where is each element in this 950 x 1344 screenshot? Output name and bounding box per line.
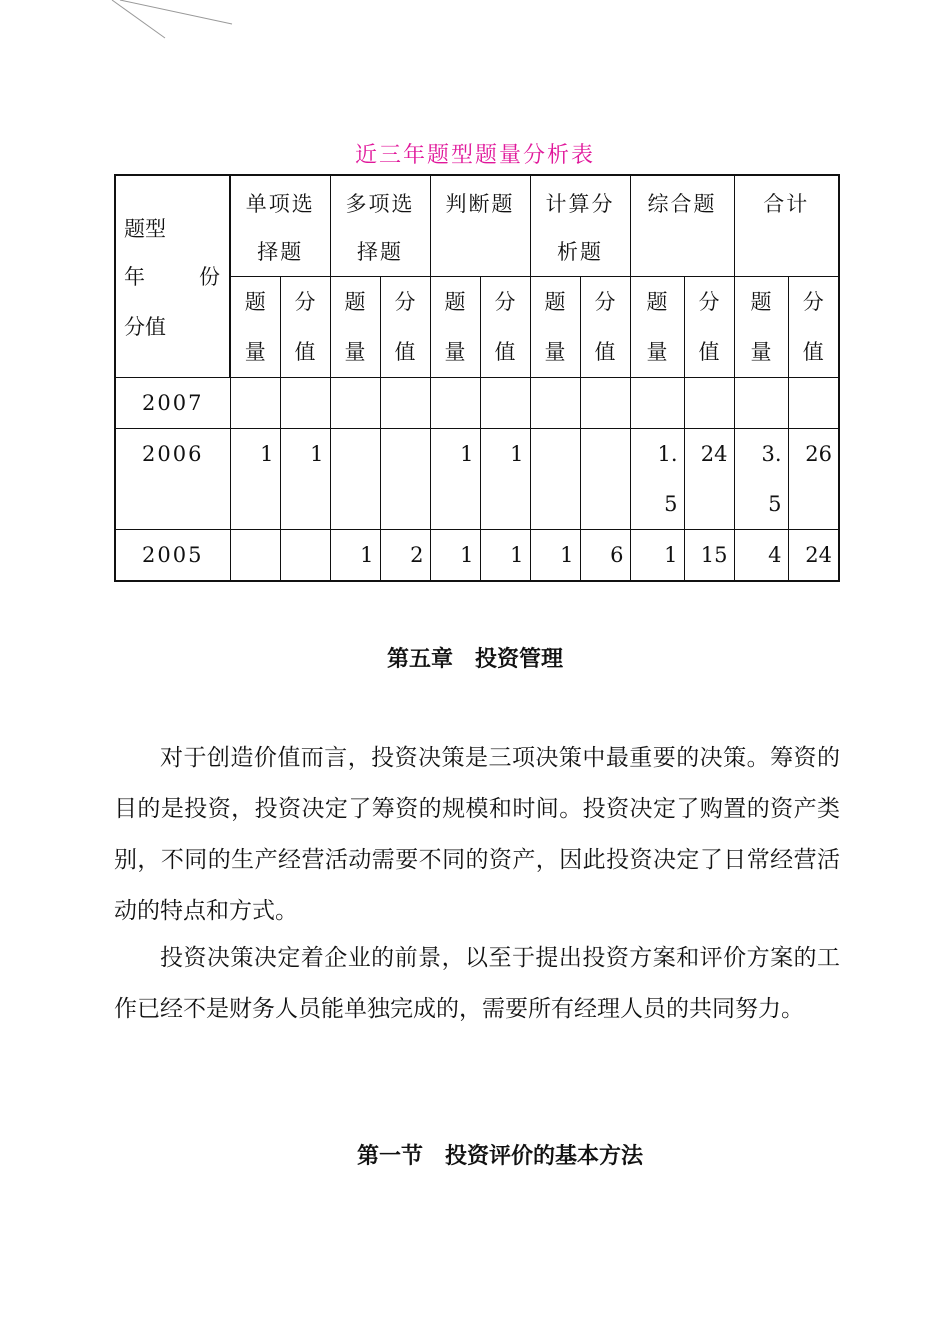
sub-header-qty: 题 量 [330, 277, 380, 378]
value-cell [280, 530, 330, 582]
value-cell: 2 [380, 530, 430, 582]
value-cell [330, 378, 380, 429]
value-cell: 3. 5 [734, 429, 788, 530]
value-cell: 1. 5 [630, 429, 684, 530]
corner-score-label: 分值 [124, 315, 166, 339]
category-header: 多项选 择题 [330, 175, 430, 277]
table-row [115, 429, 839, 530]
value-cell: 1 [280, 429, 330, 530]
sub-header-qty: 题 量 [430, 277, 480, 378]
sub-header-score: 分 值 [580, 277, 630, 378]
table-row [115, 378, 839, 429]
value-cell [380, 378, 430, 429]
value-cell: 1 [480, 530, 530, 582]
value-cell: 1 [230, 429, 280, 530]
year-cell: 2006 [115, 429, 230, 530]
section-title: 第一节 投资评价的基本方法 [356, 1144, 643, 1169]
year-cell: 2007 [115, 378, 230, 429]
header-corner-cell [115, 175, 230, 378]
sub-header-qty: 题 量 [230, 277, 280, 378]
value-cell: 1 [330, 530, 380, 582]
value-cell [380, 429, 430, 530]
table-row [115, 530, 839, 582]
value-cell: 6 [580, 530, 630, 582]
corner-year-label: 年 份 [124, 265, 220, 289]
value-cell [430, 378, 480, 429]
value-cell: 24 [684, 429, 734, 530]
value-cell: 1 [530, 530, 580, 582]
value-cell [230, 530, 280, 582]
value-cell: 1 [430, 429, 480, 530]
chapter-title: 第五章 投资管理 [386, 647, 563, 672]
value-cell [580, 429, 630, 530]
category-header: 综合题 [630, 175, 734, 277]
year-cell: 2005 [115, 530, 230, 582]
value-cell: 1 [480, 429, 530, 530]
corner-scan-mark [110, 0, 240, 40]
category-header: 计算分 析题 [530, 175, 630, 277]
value-cell [280, 378, 330, 429]
sub-header-score: 分 值 [280, 277, 330, 378]
value-cell [788, 378, 839, 429]
sub-header-qty: 题 量 [530, 277, 580, 378]
corner-type-label: 题型 [124, 217, 166, 241]
value-cell: 24 [788, 530, 839, 582]
value-cell [230, 378, 280, 429]
value-cell: 4 [734, 530, 788, 582]
value-cell [734, 378, 788, 429]
value-cell [530, 378, 580, 429]
value-cell: 1 [630, 530, 684, 582]
value-cell [580, 378, 630, 429]
sub-header-qty: 题 量 [630, 277, 684, 378]
paragraph: 投资决策决定着企业的前景，以至于提出投资方案和评价方案的工作已经不是财务人员能单独完成的，需要所有经理人员的共同努力。 [114, 945, 840, 1022]
category-header: 合计 [734, 175, 839, 277]
value-cell [480, 378, 530, 429]
value-cell: 15 [684, 530, 734, 582]
sub-header-score: 分 值 [788, 277, 839, 378]
value-cell [630, 378, 684, 429]
sub-header-score: 分 值 [684, 277, 734, 378]
value-cell: 1 [430, 530, 480, 582]
category-header: 判断题 [430, 175, 530, 277]
question-analysis-table [114, 174, 840, 582]
table-title: 近三年题型题量分析表 [354, 143, 595, 168]
sub-header-score: 分 值 [480, 277, 530, 378]
sub-header-qty: 题 量 [734, 277, 788, 378]
category-header: 单项选 择题 [230, 175, 330, 277]
value-cell [530, 429, 580, 530]
value-cell: 26 [788, 429, 839, 530]
value-cell [330, 429, 380, 530]
sub-header-score: 分 值 [380, 277, 430, 378]
value-cell [684, 378, 734, 429]
paragraph: 对于创造价值而言，投资决策是三项决策中最重要的决策。筹资的目的是投资，投资决定了筹资的规模和时间。投资决定了购置的资产类别，不同的生产经营活动需要不同的资产，因此投资决定了日常经营活动的特点和方式。 [114, 745, 840, 924]
